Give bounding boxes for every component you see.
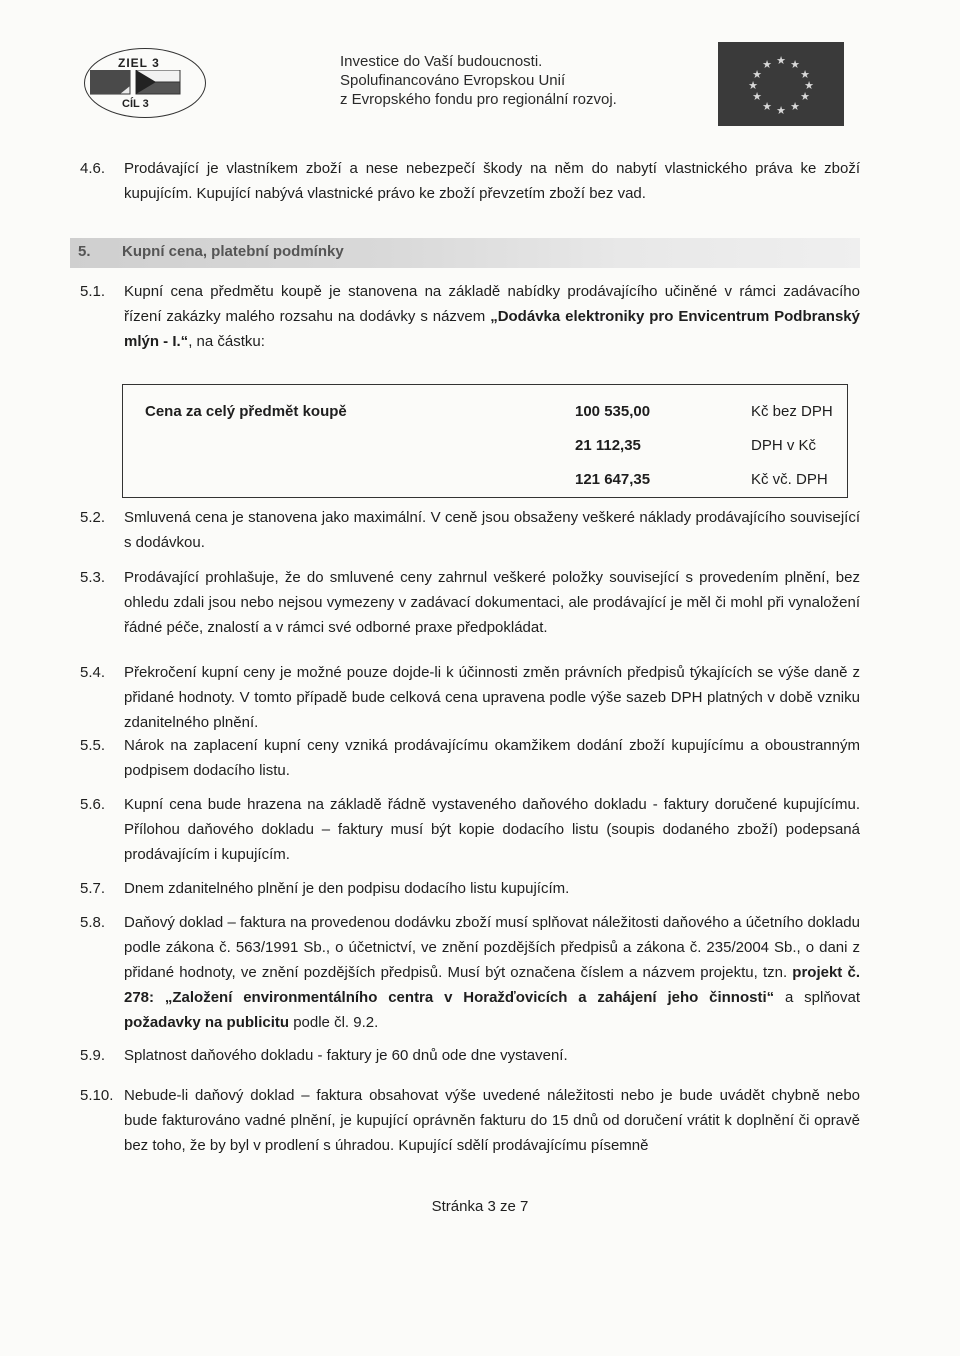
clause-number: 5.3.: [80, 569, 106, 586]
ziel3-logo: [80, 46, 212, 118]
logo-bottom-text: CÍL 3: [122, 98, 149, 110]
price-amount: 21 112,35: [575, 437, 641, 454]
clause-number: 4.6.: [80, 160, 106, 177]
price-unit: DPH v Kč: [751, 437, 817, 454]
price-unit: Kč vč. DPH: [751, 471, 828, 488]
page-number: Stránka 3 ze 7: [431, 1198, 529, 1215]
svg-text:★: ★: [752, 90, 762, 103]
clause-number: 5.7.: [80, 880, 106, 897]
text-run: podle čl. 9.2.: [289, 1014, 379, 1031]
price-table: [122, 384, 848, 498]
clause-5-8: [80, 910, 860, 1035]
clause-5-9: [80, 1043, 860, 1068]
svg-text:★: ★: [776, 104, 786, 117]
svg-text:★: ★: [800, 90, 810, 103]
clause-text: Nebude-li daňový doklad – faktura obsahovat výše uvedené náležitosti nebo je bude uvádět chybně nebo bude fakturováno vadné plnění, je kupující oprávněn fakturu do 15 dnů od doručení vrátit k doplnění či opravě bez toho, že by byl v prodlení s úhradou. Kupující sdělí prodávajícímu písemně: [124, 1087, 860, 1154]
text-run: Daňový doklad – faktura na provedenou dodávku zboží musí splňovat náležitosti daňového a účetního dokladu podle zákona č. 563/1991 Sb., o účetnictví, ve znění pozdějších předpisů a zákona č. 235/2004 Sb., o dani z přidané hodnoty, ve znění pozdějších předpisů. Musí být označena číslem a názvem projektu, tzn.: [124, 914, 860, 981]
price-amount: 100 535,00: [575, 403, 651, 420]
clause-number: 5.5.: [80, 737, 106, 754]
clause-5-10: [80, 1083, 860, 1158]
svg-text:★: ★: [762, 58, 772, 71]
clause-text: Smluvená cena je stanovena jako maximální. V ceně jsou obsaženy veškeré náklady prodávajícího související s dodávkou.: [124, 509, 860, 551]
svg-text:★: ★: [804, 79, 814, 92]
clause-number: 5.4.: [80, 664, 106, 681]
project-name: projekt č. 278: „Založení environmentálního centra v Horažďovicích a zahájení jeho činnosti“: [124, 964, 860, 1006]
clause-5-2: [80, 505, 860, 555]
section-title: Kupní cena, platební podmínky: [122, 243, 344, 260]
svg-text:★: ★: [748, 79, 758, 92]
clause-number: 5.1.: [80, 283, 106, 300]
clause-number: 5.9.: [80, 1047, 106, 1064]
eu-stars-icon: [718, 42, 844, 126]
logo-top-text: ZIEL 3: [118, 56, 160, 70]
svg-text:★: ★: [762, 100, 772, 113]
clause-5-6: [80, 792, 860, 867]
svg-text:★: ★: [790, 58, 800, 71]
clause-5-1: [80, 279, 860, 354]
clause-number: 5.2.: [80, 509, 106, 526]
svg-text:★: ★: [790, 100, 800, 113]
clause-number: 5.10.: [80, 1087, 114, 1104]
clause-5-3: [80, 565, 860, 640]
section-heading: [70, 238, 860, 268]
eu-flag-icon: [718, 42, 844, 126]
clause-4-6: [80, 156, 860, 206]
clause-number: 5.8.: [80, 914, 106, 931]
clause-text: Dnem zdanitelného plnění je den podpisu dodacího listu kupujícím.: [124, 880, 570, 897]
bavaria-czech-flag-icon: [90, 70, 190, 96]
clause-text: Překročení kupní ceny je možné pouze dojde-li k účinnosti změn právních předpisů týkajících se výše daně z přidané hodnoty. V tomto případě bude celková cena upravena podle výše sazeb DPH platných v době vzniku zdanitelného plnění.: [124, 664, 860, 731]
clause-number: 5.6.: [80, 796, 106, 813]
slogan-line: Investice do Vaší budoucnosti.: [340, 53, 543, 70]
text-run: a splňovat: [774, 989, 861, 1006]
text-run: , na částku:: [188, 333, 265, 350]
clause-text: Kupní cena bude hrazena na základě řádně vystaveného daňového dokladu - faktury doručené kupujícímu. Přílohou daňového dokladu – faktury musí být kopie dodacího listu (soupis dodaného zboží) podepsaná prodávajícím i kupujícím.: [124, 796, 860, 863]
clause-text: [124, 910, 860, 1035]
clause-text: Nárok na zaplacení kupní ceny vzniká prodávajícímu okamžikem dodání zboží kupujícímu a oboustranným podpisem dodacího listu.: [124, 737, 860, 779]
svg-text:★: ★: [800, 68, 810, 81]
price-unit: Kč bez DPH: [751, 403, 833, 420]
svg-text:★: ★: [752, 68, 762, 81]
page-header: [80, 38, 850, 130]
slogan-line: Spolufinancováno Evropskou Unií: [340, 72, 566, 89]
publicity-requirement: požadavky na publicitu: [124, 1014, 290, 1031]
clause-text: Prodávající je vlastníkem zboží a nese nebezpečí škody na něm do nabytí vlastnického práva ke zboží kupujícím. Kupující nabývá vlastnické právo ke zboží převzetím zboží bez vad.: [124, 160, 860, 202]
text-run: Kupní cena předmětu koupě je stanovena na základě nabídky prodávajícího učiněné v rámci zadávacího řízení zakázky malého rozsahu na dodávky s názvem: [124, 283, 860, 325]
clause-text: Prodávající prohlašuje, že do smluvené ceny zahrnul veškeré položky související s provedením plnění, bez ohledu zdali jsou nebo nejsou vymezeny v zadávací dokumentaci, ale prodávající je měl či mohl při vynaložení řádné péče, znalostí a v rámci své odborné praxe předpokládat.: [124, 569, 860, 636]
clause-5-4: [80, 660, 860, 735]
price-amount: 121 647,35: [575, 471, 651, 488]
svg-text:★: ★: [776, 54, 786, 67]
clause-text: Splatnost daňového dokladu - faktury je 60 dnů ode dne vystavení.: [124, 1047, 568, 1064]
clause-text: [124, 279, 860, 354]
tender-name: „Dodávka elektroniky pro Envicentrum Podbranský mlýn - I.“: [124, 308, 860, 350]
funding-slogan: [340, 52, 670, 109]
clause-5-7: [80, 876, 860, 901]
section-number: 5.: [78, 243, 91, 260]
slogan-line: z Evropského fondu pro regionální rozvoj.: [340, 91, 617, 108]
clause-5-5: [80, 733, 860, 783]
price-label: Cena za celý předmět koupě: [145, 403, 347, 420]
